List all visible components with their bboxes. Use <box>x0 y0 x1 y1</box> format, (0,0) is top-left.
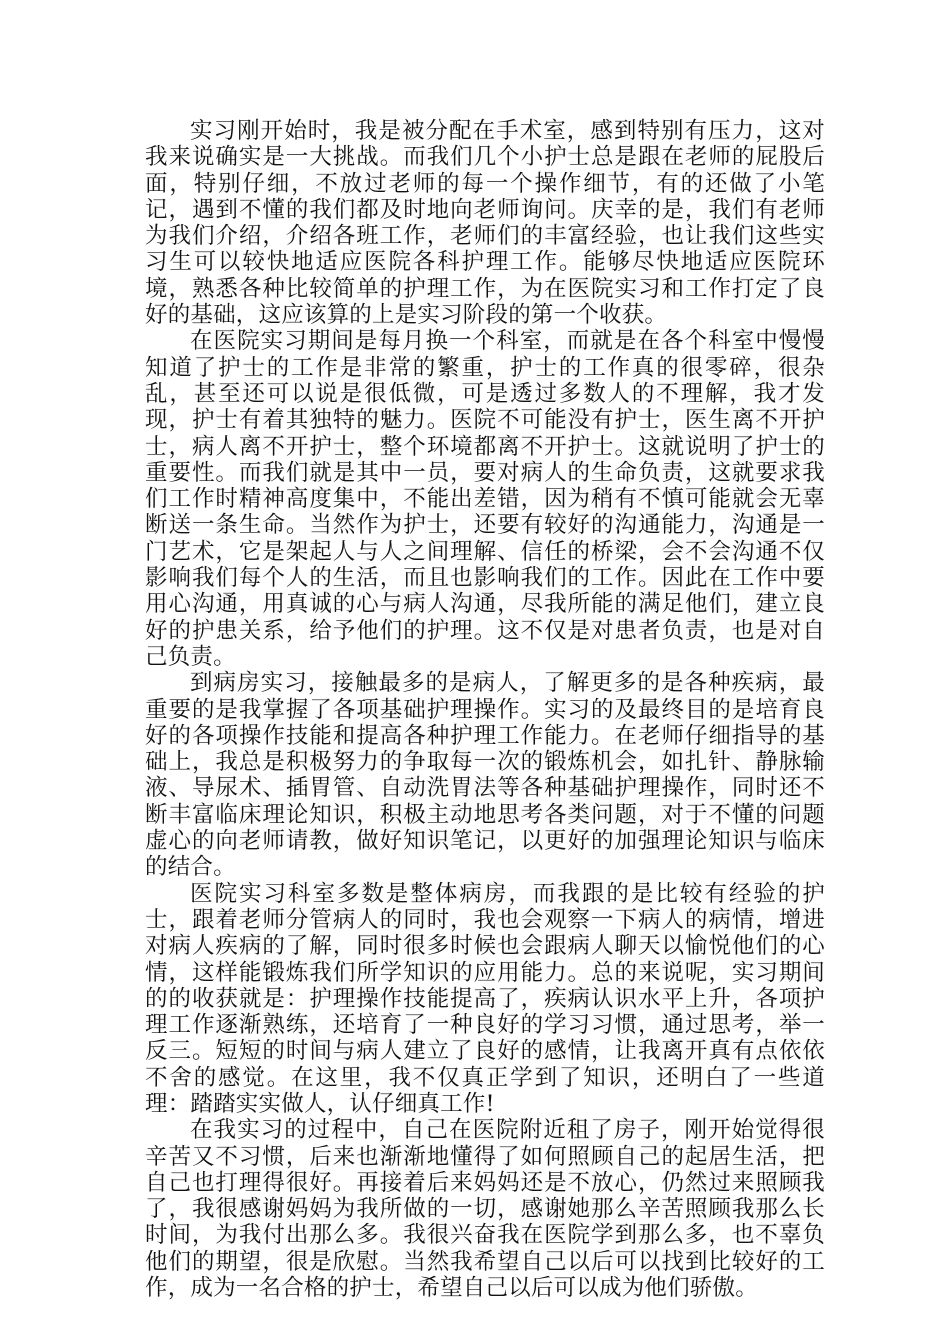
paragraph: 医院实习科室多数是整体病房，而我跟的是比较有经验的护士，跟着老师分管病人的同时，我也会观察一下病人的病情，增进对病人疾病的了解，同时很多时候也会跟病人聊天以愉悦他们的心情，这样能锻炼我们所学知识的应用能力。总的来说呢，实习期间的的收获就是：护理操作技能提高了，疾病认识水平上升，各项护理工作逐渐熟练，还培育了一种良好的学习习惯，通过思考，举一反三。短短的时间与病人建立了良好的感情，让我离开真有点依依不舍的感觉。在这里，我不仅真正学到了知识，还明白了一些道理：踏踏实实做人，认仔细真工作! <box>145 880 825 1117</box>
paragraph: 实习刚开始时，我是被分配在手术室，感到特别有压力，这对我来说确实是一大挑战。而我们几个小护士总是跟在老师的屁股后面，特别仔细，不放过老师的每一个操作细节，有的还做了小笔记，遇到不懂的我们都及时地向老师询问。庆幸的是，我们有老师为我们介绍，介绍各班工作，老师们的丰富经验，也让我们这些实习生可以较快地适应医院各科护理工作。能够尽快地适应医院环境，熟悉各种比较简单的护理工作，为在医院实习和工作打定了良好的基础，这应该算的上是实习阶段的第一个收获。 <box>145 118 825 329</box>
paragraph: 在医院实习期间是每月换一个科室，而就是在各个科室中慢慢知道了护士的工作是非常的繁重，护士的工作真的很零碎，很杂乱，甚至还可以说是很低微，可是透过多数人的不理解，我才发现，护士有着其独特的魅力。医院不可能没有护士，医生离不开护士，病人离不开护士，整个环境都离不开护士。这就说明了护士的重要性。而我们就是其中一员，要对病人的生命负责，这就要求我们工作时精神高度集中，不能出差错，因为稍有不慎可能就会无辜断送一条生命。当然作为护士，还要有较好的沟通能力，沟通是一门艺术，它是架起人与人之间理解、信任的桥梁，会不会沟通不仅影响我们每个人的生活，而且也影响我们的工作。因此在工作中要用心沟通，用真诚的心与病人沟通，尽我所能的满足他们，建立良好的护患关系，给予他们的护理。这不仅是对患者负责，也是对自己负责。 <box>145 328 825 670</box>
document-body <box>145 118 825 1301</box>
paragraph: 到病房实习，接触最多的是病人，了解更多的是各种疾病，最重要的是我掌握了各项基础护理操作。实习的及最终目的是培育良好的各项操作技能和提高各种护理工作能力。在老师仔细指导的基础上，我总是积极努力的争取每一次的锻炼机会，如扎针、静脉输液、导尿术、插胃管、自动洗胃法等各种基础护理操作，同时还不断丰富临床理论知识，积极主动地思考各类问题，对于不懂的问题虚心的向老师请教，做好知识笔记，以更好的加强理论知识与临床的结合。 <box>145 670 825 881</box>
paragraph: 在我实习的过程中，自己在医院附近租了房子，刚开始觉得很辛苦又不习惯，后来也渐渐地懂得了如何照顾自己的起居生活，把自己也打理得很好。再接着后来妈妈还是不放心，仍然过来照顾我了，我很感谢妈妈为我所做的一切，感谢她那么辛苦照顾我那么长时间，为我付出那么多。我很兴奋我在医院学到那么多，也不辜负他们的期望，很是欣慰。当然我希望自己以后可以找到比较好的工作，成为一名合格的护士，希望自己以后可以成为他们骄傲。 <box>145 1117 825 1302</box>
